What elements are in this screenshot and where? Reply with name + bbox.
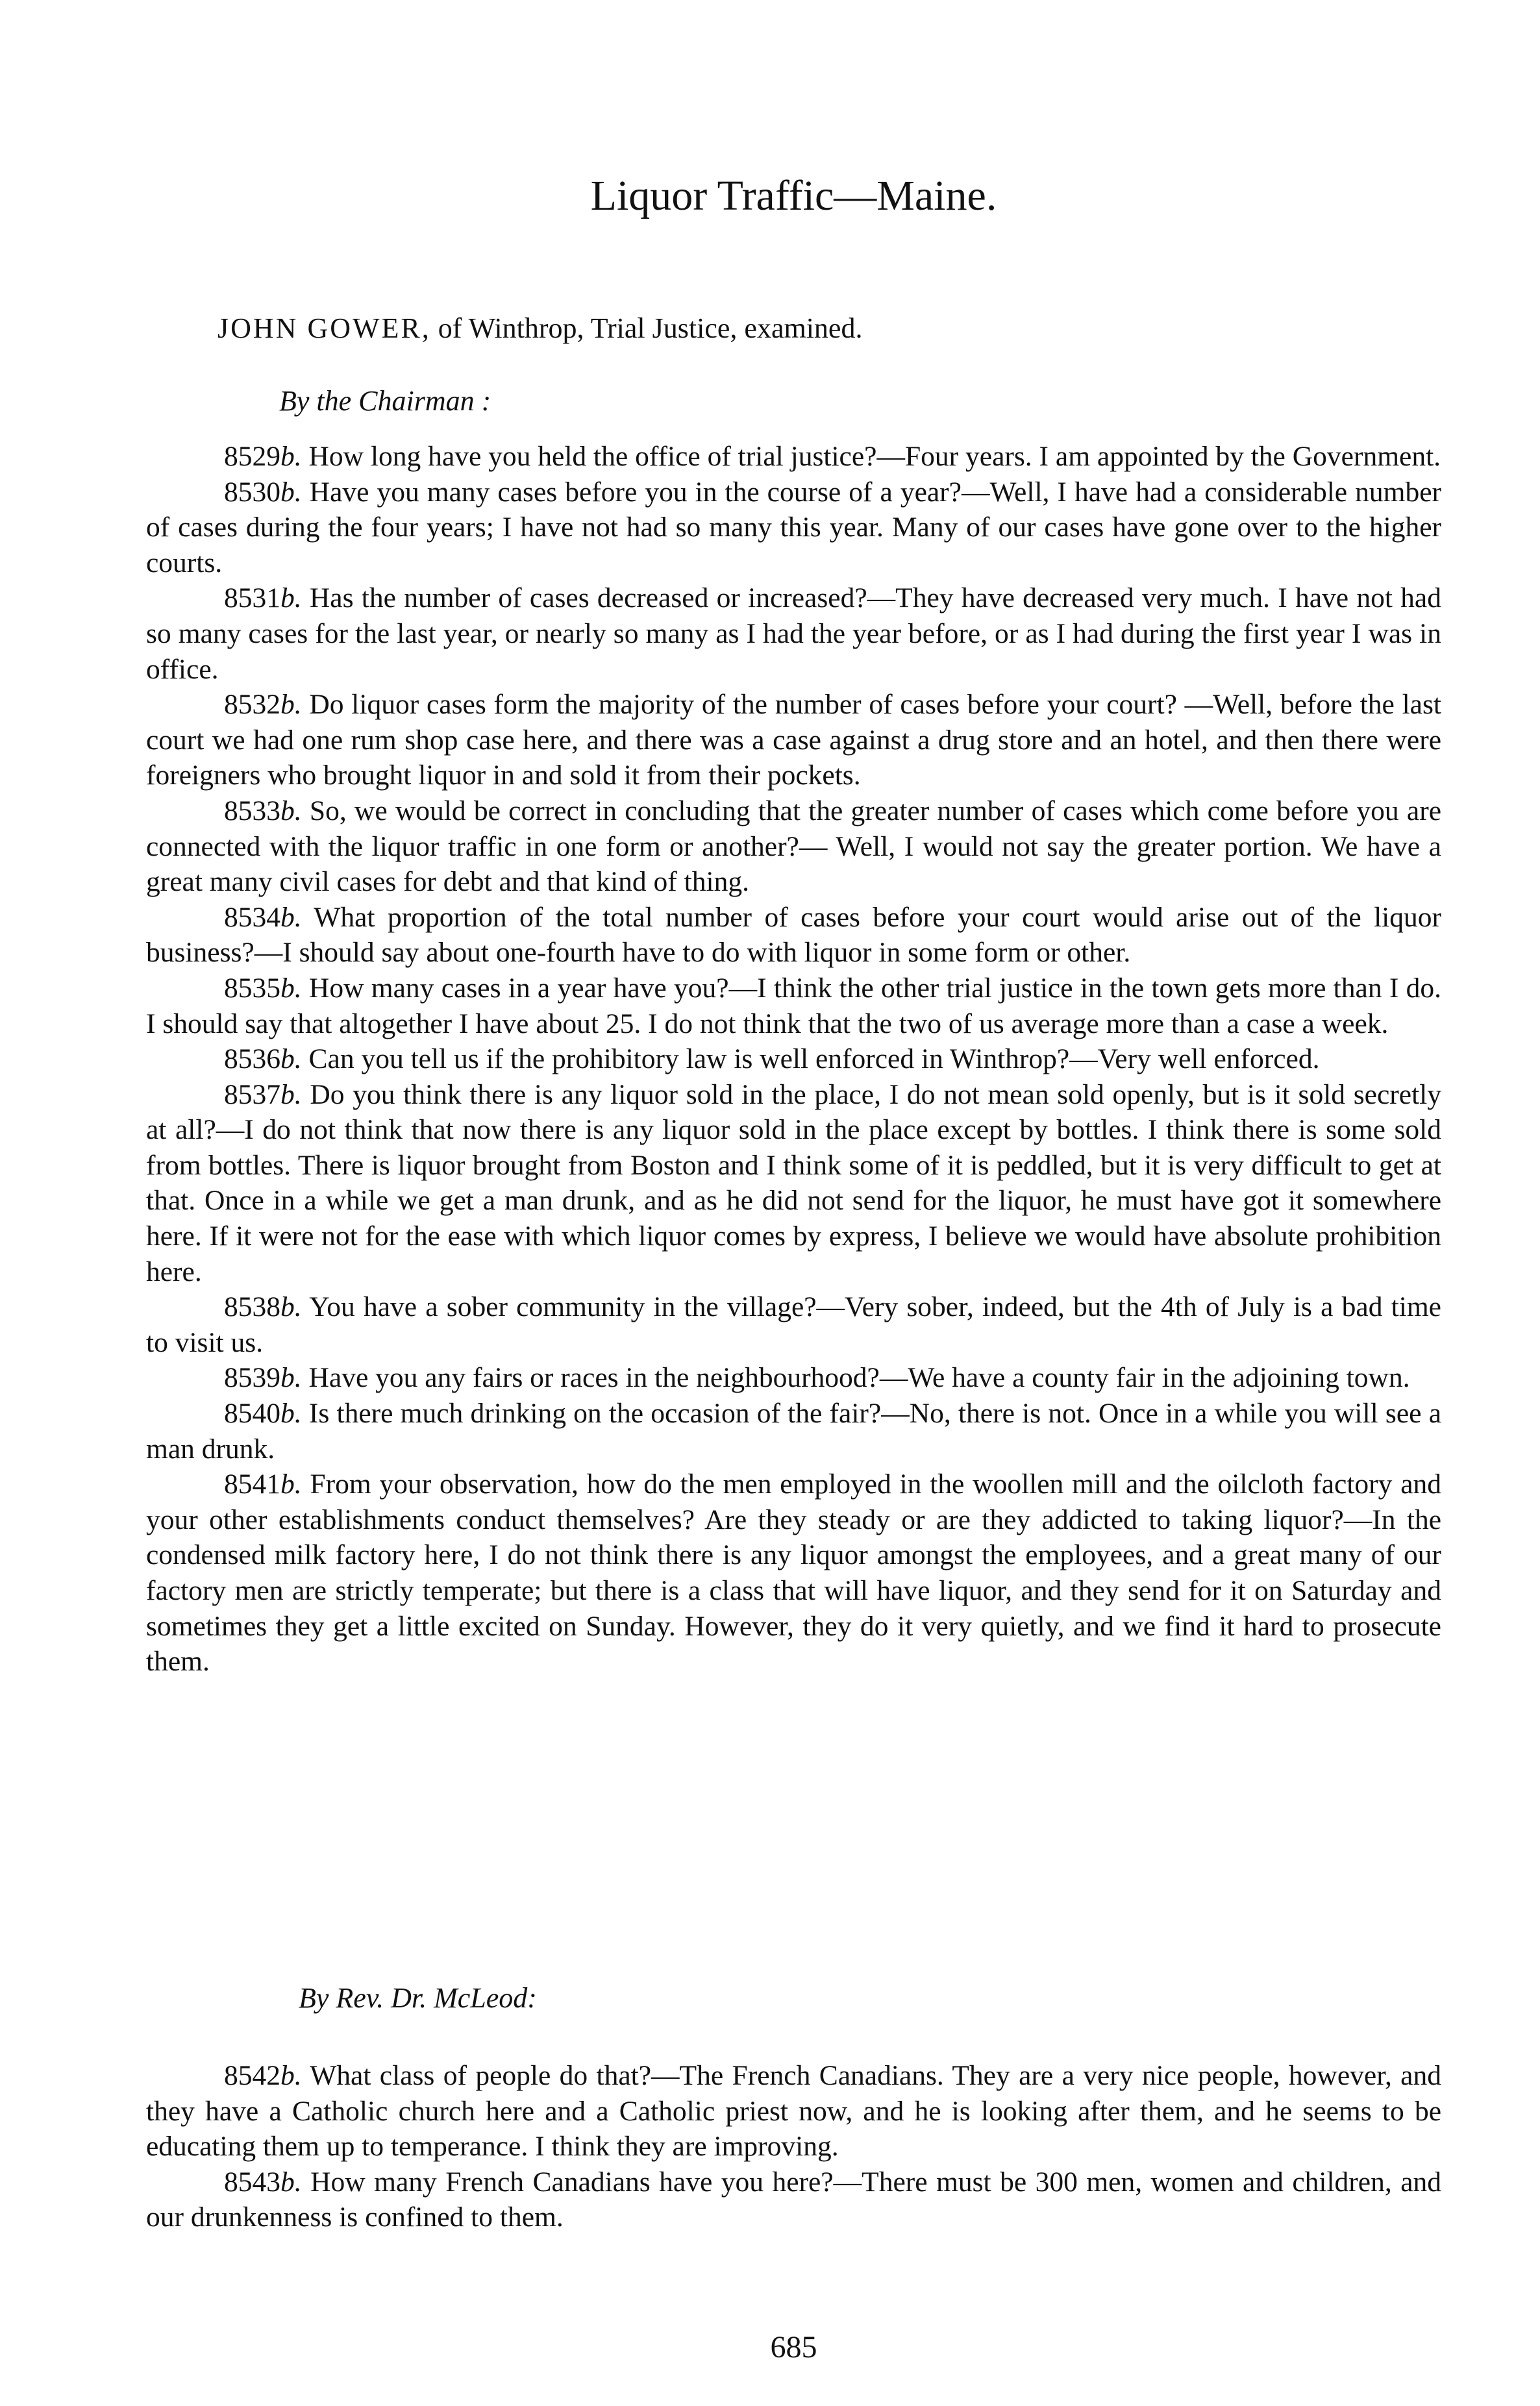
entry-text: What class of people do that?—The French Canadians. They are a very nice people, however, and they have a Catholic church here and a Catholic priest now, and he is looking after them, and he seems to be educating them up to temperance. I think they are improving.	[146, 2060, 1441, 2163]
testimony-entry	[146, 687, 1441, 793]
entry-text: Can you tell us if the prohibitory law is well enforced in Winthrop?—Very well enforced.	[308, 1043, 1320, 1075]
entry-text: Has the number of cases decreased or increased?—They have decreased very much. I have not had so many cases for the last year, or nearly so many as I had the year before, or as I had during the first year I was in office.	[146, 582, 1441, 685]
testimony-entry	[146, 793, 1441, 900]
entry-text: How many cases in a year have you?—I think the other trial justice in the town gets more than I do. I should say that altogether I have about 25. I do not think that the two of us average more than a case a week.	[146, 972, 1442, 1039]
entry-text: Do liquor cases form the majority of the number of cases before your court? —Well, before the last court we had one rum shop case here, and there was a case against a drug store and an hotel, and then there were foreigners who brought liquor in and sold it from their pockets.	[146, 689, 1441, 791]
entry-number: 8541b.	[224, 1469, 302, 1500]
testimony-entry	[146, 1289, 1441, 1360]
testimony-entry	[146, 971, 1441, 1041]
entry-number: 8529b.	[224, 441, 302, 472]
witness-description: of Winthrop, Trial Justice, examined.	[438, 312, 863, 344]
entry-number: 8540b.	[224, 1398, 302, 1430]
entry-number: 8542b.	[224, 2060, 302, 2091]
entry-text: What proportion of the total number of cases before your court would arise out of the liquor business?—I should say about one-fourth have to do with liquor in some form or other.	[146, 901, 1441, 969]
page-number: 685	[770, 2330, 817, 2364]
entry-text: Have you any fairs or races in the neighbourhood?—We have a county fair in the adjoining town.	[308, 1362, 1410, 1394]
testimony-entry	[146, 2164, 1441, 2235]
examiner-heading-mcleod: By Rev. Dr. McLeod:	[299, 1982, 537, 2014]
testimony-entry	[146, 1396, 1441, 1467]
entry-text: Have you many cases before you in the course of a year?—Well, I have had a considerable number of cases during the four years; I have not had so many this year. Many of our cases have gone over to the higher courts.	[146, 476, 1441, 578]
testimony-entry	[146, 580, 1441, 687]
testimony-entry	[146, 439, 1441, 475]
entry-text: Is there much drinking on the occasion of the fair?—No, there is not. Once in a while you will see a man drunk.	[146, 1398, 1441, 1465]
entry-number: 8531b.	[224, 582, 302, 614]
entry-text: Do you think there is any liquor sold in the place, I do not mean sold openly, but is it sold secretly at all?—I do not think that now there is any liquor sold in the place except by bottles. I think there is some sold from bottles. There is liquor brought from Boston and I think some of it is peddled, but it is very difficult to get at that. Once in a while we get a man drunk, and as he did not send for the liquor, he must have got it somewhere here. If it were not for the ease with which liquor comes by express, I believe we would have absolute prohibition here.	[146, 1078, 1441, 1287]
entry-number: 8543b.	[224, 2166, 302, 2198]
examiner-heading-chairman: By the Chairman :	[279, 385, 491, 417]
testimony-entry	[146, 2058, 1441, 2164]
testimony-entry	[146, 1077, 1441, 1290]
entry-number: 8530b.	[224, 476, 302, 508]
page-title: Liquor Traffic—Maine.	[590, 172, 997, 219]
entry-number: 8533b.	[224, 795, 302, 826]
entry-number: 8538b.	[224, 1291, 302, 1323]
entry-number: 8534b.	[224, 901, 302, 933]
testimony-entry	[146, 1041, 1441, 1077]
testimony-entry	[146, 1467, 1441, 1680]
testimony-block-chairman	[146, 439, 1441, 1680]
entry-number: 8537b.	[224, 1078, 302, 1110]
entry-text: You have a sober community in the village?—Very sober, indeed, but the 4th of July is a bad time to visit us.	[146, 1291, 1441, 1358]
testimony-entry	[146, 475, 1441, 581]
witness-heading	[217, 310, 862, 347]
witness-name: JOHN GOWER,	[217, 312, 431, 344]
testimony-entry	[146, 1360, 1441, 1396]
entry-number: 8535b.	[224, 972, 302, 1004]
entry-text: From your observation, how do the men employed in the woollen mill and the oilcloth factory and your other establishments conduct themselves? Are they steady or are they addicted to taking liquor?—In the condensed milk factory here, I do not think there is any liquor amongst the employees, and a great many of our factory men are strictly temperate; but there is a class that will have liquor, and they send for it on Saturday and sometimes they get a little excited on Sunday. However, they do it very quietly, and we find it hard to prosecute them.	[146, 1469, 1441, 1678]
entry-text: How long have you held the office of trial justice?—Four years. I am appointed by the Government.	[308, 441, 1441, 472]
entry-text: How many French Canadians have you here?—There must be 300 men, women and children, and our drunkenness is confined to them.	[146, 2166, 1442, 2233]
testimony-entry	[146, 900, 1441, 971]
entry-number: 8539b.	[224, 1362, 302, 1394]
entry-text: So, we would be correct in concluding that the greater number of cases which come before you are connected with the liquor traffic in one form or another?— Well, I would not say the greater portion. We have a great many civil cases for debt and that kind of thing.	[146, 795, 1442, 898]
entry-number: 8532b.	[224, 689, 302, 721]
testimony-block-mcleod	[146, 2058, 1441, 2235]
entry-number: 8536b.	[224, 1043, 302, 1075]
